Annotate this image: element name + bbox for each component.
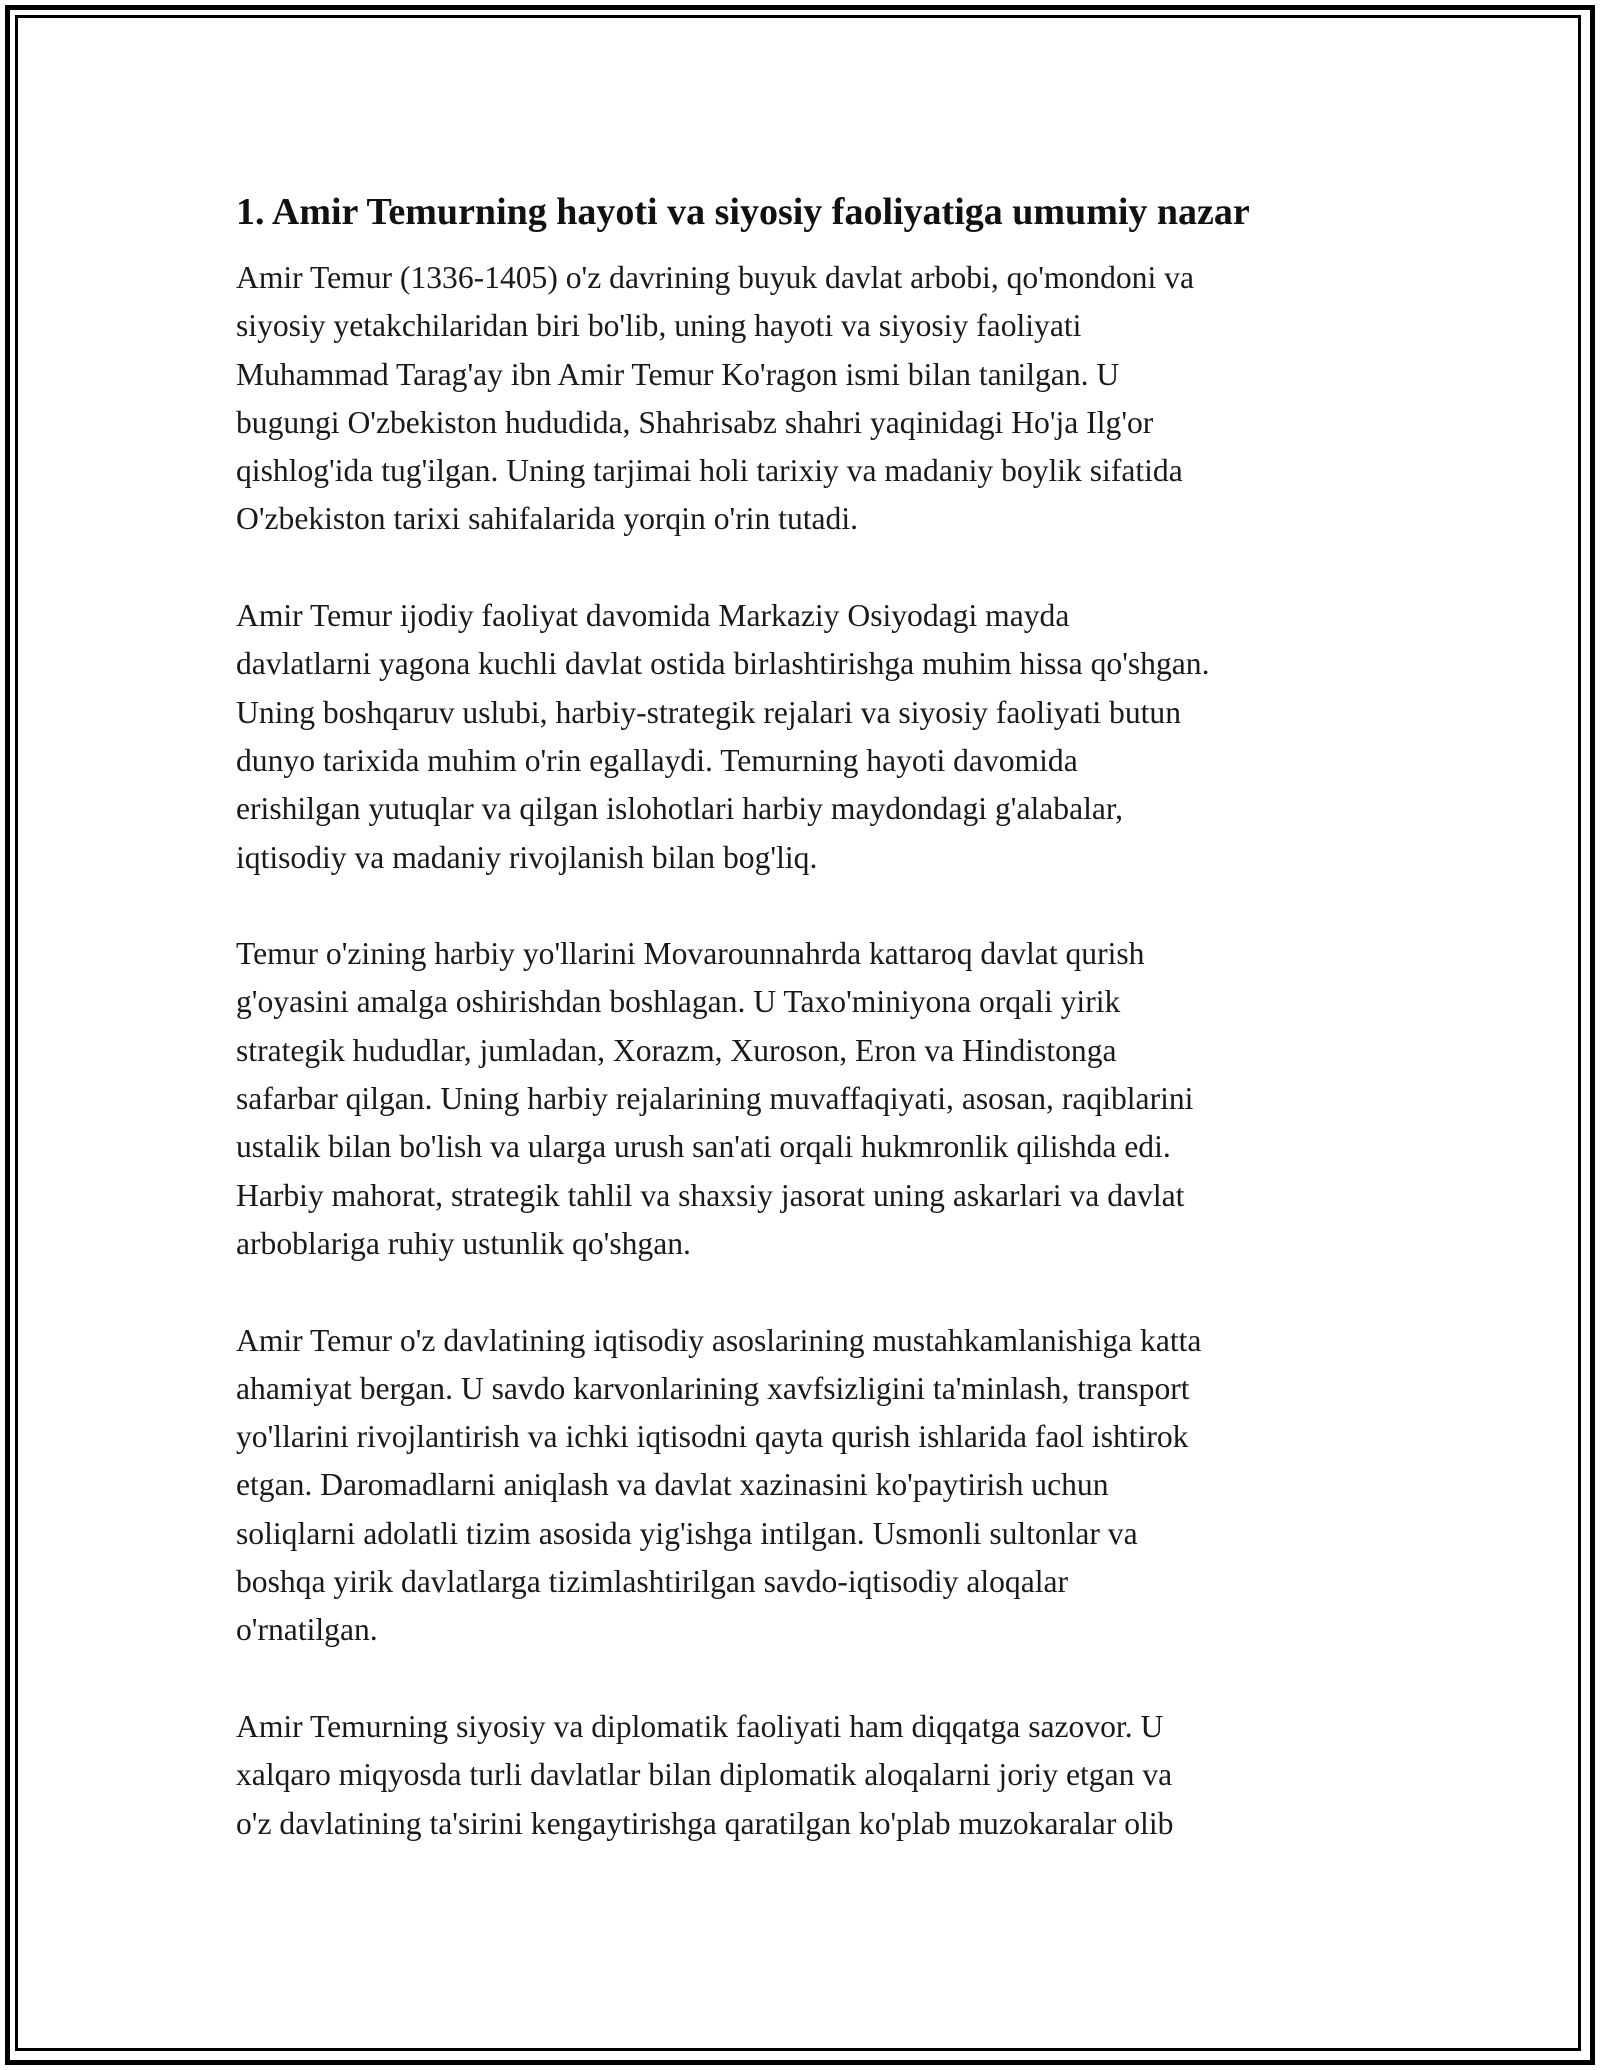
text-line: Muhammad Tarag'ay ibn Amir Temur Ko'ragon ismi bilan tanilgan. U	[236, 356, 1120, 392]
text-line: xalqaro miqyosda turli davlatlar bilan diplomatik aloqalarni joriy etgan va	[236, 1757, 1173, 1793]
text-line: safarbar qilgan. Uning harbiy rejalarining muvaffaqiyati, asosan, raqiblarini	[236, 1081, 1194, 1117]
text-line: Harbiy mahorat, strategik tahlil va shaxsiy jasorat uning askarlari va davlat	[236, 1177, 1185, 1213]
text-line: Amir Temurning siyosiy va diplomatik faoliyati ham diqqatga sazovor. U	[236, 1708, 1164, 1744]
text-line: etgan. Daromadlarni aniqlash va davlat xazinasini ko'paytirish uchun	[236, 1467, 1109, 1503]
paragraph-1	[236, 254, 1376, 544]
text-line: soliqlarni adolatli tizim asosida yig'ishga intilgan. Usmonli sultonlar va	[236, 1515, 1138, 1551]
text-line: dunyo tarixida muhim o'rin egallaydi. Temurning hayoti davomida	[236, 742, 1078, 778]
text-line: siyosiy yetakchilaridan biri bo'lib, uning hayoti va siyosiy faoliyati	[236, 308, 1082, 344]
text-line: Amir Temur (1336-1405) o'z davrining buyuk davlat arbobi, qo'mondoni va	[236, 260, 1194, 295]
text-line: Temur o'zining harbiy yo'llarini Movarounnahrda kattaroq davlat qurish	[236, 936, 1145, 972]
text-line: iqtisodiy va madaniy rivojlanish bilan bog'liq.	[236, 839, 818, 875]
paragraph-2	[236, 592, 1376, 882]
text-line: bugungi O'zbekiston hududida, Shahrisabz shahri yaqinidagi Ho'ja Ilg'or	[236, 404, 1154, 440]
text-line: qishlog'ida tug'ilgan. Uning tarjimai holi tarixiy va madaniy boylik sifatida	[236, 453, 1183, 489]
text-line: Uning boshqaruv uslubi, harbiy-strategik rejalari va siyosiy faoliyati butun	[236, 694, 1181, 730]
document-body	[236, 186, 1376, 1896]
paragraph-4	[236, 1317, 1376, 1655]
text-line: boshqa yirik davlatlarga tizimlashtirilgan savdo-iqtisodiy aloqalar	[236, 1564, 1069, 1600]
text-line: g'oyasini amalga oshirishdan boshlagan. U Taxo'miniyona orqali yirik	[236, 984, 1121, 1020]
text-line: strategik hududlar, jumladan, Xorazm, Xuroson, Eron va Hindistonga	[236, 1032, 1117, 1068]
text-line: davlatlarni yagona kuchli davlat ostida birlashtirishga muhim hissa qo'shgan.	[236, 646, 1210, 682]
text-line: erishilgan yutuqlar va qilgan islohotlari harbiy maydondagi g'alabalar,	[236, 791, 1124, 827]
text-line: ustalik bilan bo'lish va ularga urush san'ati orqali hukmronlik qilishda edi.	[236, 1129, 1171, 1165]
paragraph-3	[236, 930, 1376, 1268]
section-heading: 1. Amir Temurning hayoti va siyosiy faoliyatiga umumiy nazar	[236, 191, 1250, 233]
text-line: Amir Temur ijodiy faoliyat davomida Markaziy Osiyodagi mayda	[236, 598, 1070, 634]
paragraph-5	[236, 1703, 1376, 1848]
text-line: ahamiyat bergan. U savdo karvonlarining xavfsizligini ta'minlash, transport	[236, 1370, 1190, 1406]
text-line: o'z davlatining ta'sirini kengaytirishga qaratilgan ko'plab muzokaralar olib	[236, 1805, 1174, 1841]
text-line: O'zbekiston tarixi sahifalarida yorqin o'rin tutadi.	[236, 501, 859, 537]
text-line: Amir Temur o'z davlatining iqtisodiy asoslarining mustahkamlanishiga katta	[236, 1322, 1202, 1358]
text-line: arboblariga ruhiy ustunlik qo'shgan.	[236, 1225, 691, 1261]
text-line: o'rnatilgan.	[236, 1612, 378, 1648]
text-line: yo'llarini rivojlantirish va ichki iqtisodni qayta qurish ishlarida faol ishtirok	[236, 1419, 1189, 1455]
